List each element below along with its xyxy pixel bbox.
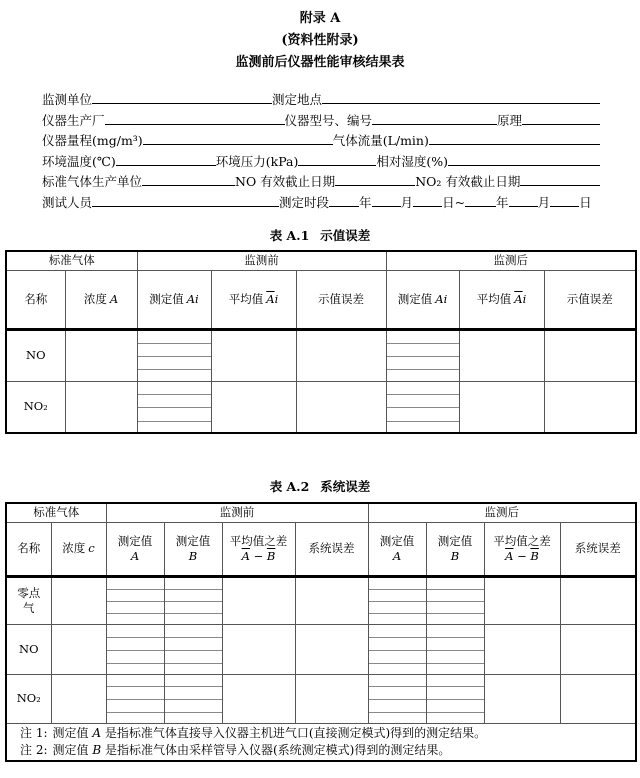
a2-no2-measA-after-cell[interactable]	[368, 674, 426, 723]
a1-no-conc-cell[interactable]	[65, 329, 137, 381]
a2-diff-label: 平均值之差	[493, 533, 551, 548]
form-line-environment	[42, 152, 600, 173]
a2-no2-measB-before-cell[interactable]	[164, 674, 222, 723]
a1-avg-before-header	[211, 270, 296, 329]
a2-no-measA-before-cell[interactable]	[106, 624, 164, 674]
measure-subcells	[138, 331, 211, 371]
table-a2-number: 表 A.2	[269, 479, 310, 494]
a2-no-measA-after-cell[interactable]	[368, 624, 426, 674]
a1-avg-var-sub: i	[274, 291, 279, 306]
blank-manufacturer[interactable]	[105, 111, 285, 125]
table-a1-title: 示值误差	[320, 228, 371, 243]
form-line-standard-gas	[42, 172, 600, 193]
a1-header-row-2	[6, 270, 636, 329]
a2-std-gas-header: 标准气体	[6, 503, 106, 522]
blank-month-1[interactable]	[372, 193, 401, 207]
measure-subcells	[165, 578, 222, 615]
a2-no2-err-before-cell[interactable]	[295, 674, 368, 723]
a1-no2-meas-before-cell[interactable]	[137, 381, 211, 433]
note-1	[20, 725, 631, 742]
a1-err-before-header: 示值误差	[296, 270, 386, 329]
note-2-var: B	[92, 742, 102, 757]
blank-monitoring-unit[interactable]	[92, 90, 272, 104]
a2-row-zero-gas	[6, 576, 636, 624]
blank-no2-expiry[interactable]	[520, 172, 600, 186]
a1-meas-label: 测定值	[149, 291, 184, 306]
a2-row-no-label: NO	[6, 624, 51, 674]
a1-no-avg-after-cell[interactable]	[459, 329, 544, 381]
a2-measB-before-header	[164, 522, 222, 576]
a2-diff-minus: −	[517, 548, 527, 563]
table-a1-number: 表 A.1	[269, 228, 310, 243]
a2-row-no2	[6, 674, 636, 723]
a1-before-header: 监测前	[137, 251, 386, 270]
measure-subcells	[107, 578, 164, 615]
a2-measB-var: B	[450, 548, 460, 563]
a2-diff-b: $\overline{B}$	[530, 548, 539, 563]
form-line-tester-period	[42, 193, 600, 214]
a2-diff-label: 平均值之差	[229, 533, 288, 548]
label-month-1: 月	[400, 194, 414, 210]
label-day-1-tilde: 日~	[442, 194, 466, 210]
a2-name-header: 名称	[6, 522, 51, 576]
label-year-1: 年	[359, 194, 372, 210]
a2-zero-measB-before-cell[interactable]	[164, 576, 222, 624]
label-model-number: 仪器型号、编号	[284, 112, 373, 128]
a1-no2-avg-before-cell[interactable]	[211, 381, 296, 433]
a2-measA-after-header	[368, 522, 426, 576]
label-year-2: 年	[496, 194, 509, 210]
a1-row-no2-label: NO₂	[6, 381, 65, 433]
measure-subcells	[138, 382, 211, 422]
a2-zero-diff-before-cell[interactable]	[222, 576, 295, 624]
a2-row-zero-gas-label	[6, 576, 51, 624]
label-day-2: 日	[579, 194, 592, 210]
label-measure-location: 测定地点	[272, 92, 323, 107]
measure-subcells	[107, 675, 164, 713]
a2-diff-a: $\overline{A}$	[241, 548, 250, 563]
a2-no-diff-before-cell[interactable]	[222, 624, 295, 674]
label-measure-period: 测定时段	[279, 194, 330, 210]
a2-no2-conc-cell[interactable]	[51, 674, 106, 723]
measure-subcells	[427, 578, 484, 615]
blank-tester[interactable]	[92, 193, 279, 207]
a2-diff-b: $\overline{B}$	[266, 548, 276, 563]
blank-gas-flow[interactable]	[429, 131, 600, 145]
table-a1-caption	[0, 226, 640, 244]
table-a2-title: 系统误差	[320, 479, 371, 494]
measure-subcells	[387, 382, 459, 422]
a1-meas-before-header	[137, 270, 211, 329]
measure-subcells	[387, 331, 459, 371]
a2-zero-err-before-cell[interactable]	[295, 576, 368, 624]
blank-day-2[interactable]	[550, 193, 579, 207]
measure-subcells	[369, 625, 426, 664]
label-ambient-temperature: 环境温度(℃)	[42, 153, 116, 169]
a2-no2-err-after-cell[interactable]	[560, 674, 636, 723]
note-2-text: 是指标准气体由采样管导入仪器(系统测定模式)得到的测定结果。	[101, 742, 451, 757]
informative-subtitle: (资料性附录)	[281, 33, 359, 48]
a2-err-before-header: 系统误差	[295, 522, 368, 576]
note-2-pre: 测定值	[52, 742, 93, 757]
a2-zero-measB-after-cell[interactable]	[426, 576, 484, 624]
a1-meas-var: Ai	[435, 291, 448, 306]
blank-relative-humidity[interactable]	[448, 152, 600, 166]
label-no-expiry: NO 有效截止日期	[235, 174, 336, 189]
table-a2-system-error	[5, 502, 637, 762]
note-2-label: 注 2:	[20, 742, 48, 757]
a1-conc-var: A	[109, 291, 119, 306]
a2-no2-diff-before-cell[interactable]	[222, 674, 295, 723]
a2-row-no2-label: NO₂	[6, 674, 51, 723]
a1-conc-label: 浓度	[83, 291, 107, 306]
form-line-range-flow	[42, 131, 600, 152]
a2-diff-before-header	[222, 522, 295, 576]
label-instrument-range: 仪器量程(mg/m³)	[42, 133, 143, 148]
a1-avg-label: 平均值	[476, 291, 512, 306]
measure-subcells	[165, 625, 222, 664]
a2-measA-var: A	[392, 548, 402, 563]
label-no2-expiry: NO₂ 有效截止日期	[415, 174, 521, 189]
a2-after-header: 监测后	[368, 503, 636, 522]
a2-measB-var: B	[188, 548, 198, 563]
a1-avg-var-bar: $\overline{A}$	[266, 291, 275, 306]
a1-no-avg-before-cell[interactable]	[211, 329, 296, 381]
a2-measA-var: A	[130, 548, 140, 563]
label-monitoring-unit: 监测单位	[42, 92, 93, 107]
note-2	[20, 742, 631, 759]
a2-zero-measA-before-cell[interactable]	[106, 576, 164, 624]
a2-header-row-1	[6, 503, 636, 522]
a1-std-gas-header: 标准气体	[6, 251, 137, 270]
label-month-2: 月	[537, 194, 551, 210]
a2-diff-minus: −	[253, 548, 264, 563]
form-line-manufacturer	[42, 111, 600, 132]
a2-measA-before-header	[106, 522, 164, 576]
a1-no-meas-after-cell[interactable]	[386, 329, 459, 381]
label-ambient-pressure: 环境压力(kPa)	[215, 153, 299, 169]
blank-model-number[interactable]	[372, 111, 497, 125]
a1-no2-meas-after-cell[interactable]	[386, 381, 459, 433]
a1-meas-after-header	[386, 270, 459, 329]
a1-row-no-label: NO	[6, 329, 65, 381]
a1-no2-avg-after-cell[interactable]	[459, 381, 544, 433]
a2-diff-after-header	[484, 522, 560, 576]
blank-month-2[interactable]	[509, 193, 538, 207]
zero-gas-line2: 气	[23, 600, 35, 615]
a2-err-after-header: 系统误差	[560, 522, 636, 576]
document-title: 监测前后仪器性能审核结果表	[235, 55, 405, 70]
note-1-var: A	[92, 725, 101, 740]
table-notes	[6, 723, 636, 761]
a2-zero-err-after-cell[interactable]	[560, 576, 636, 624]
a2-diff-a: $\overline{A}$	[505, 548, 514, 563]
a1-after-header: 监测后	[386, 251, 636, 270]
a2-before-header: 监测前	[106, 503, 368, 522]
a2-measA-label: 测定值	[117, 533, 153, 548]
measure-subcells	[165, 675, 222, 713]
a1-no-err-before-cell[interactable]	[296, 329, 386, 381]
measure-subcells	[427, 625, 484, 664]
a2-no-measB-before-cell[interactable]	[164, 624, 222, 674]
label-tester: 测试人员	[42, 194, 93, 210]
a2-notes-row	[6, 723, 636, 761]
label-gas-flow: 气体流量(L/min)	[332, 133, 429, 148]
a2-conc-header	[51, 522, 106, 576]
note-1-text: 是指标准气体直接导入仪器主机进气口(直接测定模式)得到的测定结果。	[101, 725, 487, 740]
measure-subcells	[369, 578, 426, 615]
a1-no-err-after-cell[interactable]	[544, 329, 636, 381]
blank-no-expiry[interactable]	[335, 172, 415, 186]
a1-avg-label: 平均值	[228, 291, 264, 306]
a2-no2-diff-after-cell[interactable]	[484, 674, 560, 723]
a2-measB-label: 测定值	[175, 533, 211, 548]
a2-no2-measA-before-cell[interactable]	[106, 674, 164, 723]
blank-principle[interactable]	[522, 111, 600, 125]
a2-no2-measB-after-cell[interactable]	[426, 674, 484, 723]
a1-row-no2	[6, 381, 636, 433]
a1-no2-err-after-cell[interactable]	[544, 381, 636, 433]
appendix-title: 附录 A	[299, 11, 341, 26]
a1-avg-after-header	[459, 270, 544, 329]
a1-meas-label: 测定值	[397, 291, 433, 306]
table-a2-caption	[0, 477, 640, 495]
a1-conc-header	[65, 270, 137, 329]
measure-subcells	[369, 675, 426, 713]
a2-header-row-2	[6, 522, 636, 576]
a2-measB-label: 测定值	[437, 533, 473, 548]
table-a1-indication-error	[5, 250, 637, 434]
a1-no2-conc-cell[interactable]	[65, 381, 137, 433]
label-relative-humidity: 相对湿度(%)	[376, 153, 449, 169]
a1-no-meas-before-cell[interactable]	[137, 329, 211, 381]
a1-name-header: 名称	[6, 270, 65, 329]
a2-conc-label: 浓度	[62, 541, 86, 555]
a2-measB-after-header	[426, 522, 484, 576]
blank-year-2[interactable]	[465, 193, 496, 207]
measure-subcells	[427, 675, 484, 713]
a2-no-err-before-cell[interactable]	[295, 624, 368, 674]
a2-zero-diff-after-cell[interactable]	[484, 576, 560, 624]
blank-std-gas-producer[interactable]	[142, 172, 235, 186]
note-1-pre: 测定值	[52, 725, 93, 740]
blank-ambient-pressure[interactable]	[298, 152, 376, 166]
a2-conc-var: c	[88, 541, 95, 555]
header-form	[42, 90, 600, 213]
measure-subcells	[107, 625, 164, 664]
note-1-label: 注 1:	[20, 725, 48, 740]
blank-measure-location[interactable]	[322, 90, 600, 104]
a2-zero-conc-cell[interactable]	[51, 576, 106, 624]
a1-row-no	[6, 329, 636, 381]
form-line-unit-location	[42, 90, 600, 111]
a1-err-after-header: 示值误差	[544, 270, 636, 329]
a2-no-measB-after-cell[interactable]	[426, 624, 484, 674]
a1-header-row-1	[6, 251, 636, 270]
blank-ambient-temperature[interactable]	[116, 152, 216, 166]
a2-no-err-after-cell[interactable]	[560, 624, 636, 674]
a2-no-conc-cell[interactable]	[51, 624, 106, 674]
zero-gas-line1: 零点	[17, 585, 41, 600]
label-manufacturer: 仪器生产厂	[42, 112, 105, 128]
a2-no-diff-after-cell[interactable]	[484, 624, 560, 674]
a1-meas-var: Ai	[186, 291, 199, 306]
blank-instrument-range[interactable]	[143, 131, 333, 145]
a1-avg-var-bar: $\overline{A}$	[514, 291, 523, 306]
a2-row-no	[6, 624, 636, 674]
a2-measA-label: 测定值	[379, 533, 415, 548]
label-principle: 原理	[497, 112, 523, 128]
blank-day-1[interactable]	[413, 193, 442, 207]
a1-avg-var-sub: i	[522, 291, 527, 306]
a1-no2-err-before-cell[interactable]	[296, 381, 386, 433]
blank-year-1[interactable]	[329, 193, 359, 207]
label-std-gas-producer: 标准气体生产单位	[42, 174, 143, 189]
a2-zero-measA-after-cell[interactable]	[368, 576, 426, 624]
